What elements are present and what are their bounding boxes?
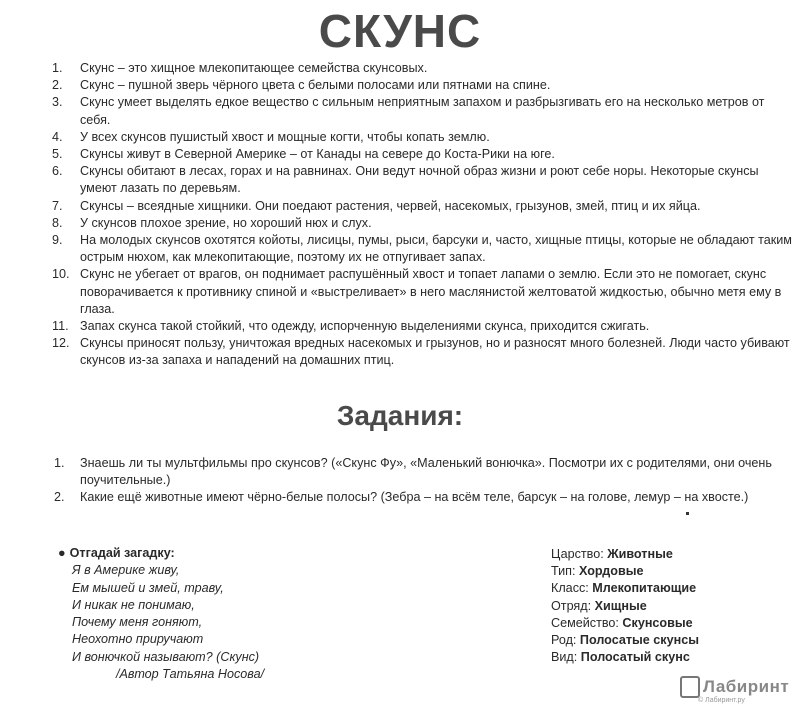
item-text: Скунсы приносят пользу, уничтожая вредных насекомых и грызунов, но и разносят много болезней. Люди часто убивают скунсов из-за запаха и нападений на домашних птиц. — [80, 336, 790, 368]
riddle-line: И никак не понимаю, — [72, 597, 195, 612]
item-text: Скунс умеет выделять едкое вещество с сильным неприятным запахом и разбрызгивать его на несколько метров от себя. — [80, 95, 765, 127]
list-item — [30, 232, 795, 266]
taxonomy-label: Вид: — [551, 650, 578, 665]
list-item — [30, 318, 795, 335]
taxonomy-row — [551, 615, 791, 632]
list-item — [30, 198, 795, 215]
riddle-block — [58, 545, 358, 683]
taxonomy-label: Отряд: — [551, 598, 592, 613]
item-number: 5. — [52, 147, 63, 162]
riddle-line: И вонючкой называют? (Скунс) — [72, 649, 260, 664]
item-text: Какие ещё животные имеют чёрно-белые полосы? (Зебра – на всём теле, барсук – на голове, лемур – на хвосте.) — [80, 490, 749, 505]
list-item — [30, 94, 795, 128]
item-text: Скунс – пушной зверь чёрного цвета с белыми полосами или пятнами на спине. — [80, 78, 551, 93]
taxonomy-row — [551, 580, 791, 597]
taxonomy-value: Полосатые скунсы — [579, 633, 699, 648]
riddle-title-text: Отгадай загадку: — [69, 546, 175, 560]
taxonomy-value: Скунсовые — [622, 615, 693, 630]
taxonomy-block — [551, 546, 791, 666]
taxonomy-value: Полосатый скунс — [580, 650, 690, 665]
riddle-line: Почему меня гоняют, — [72, 615, 203, 630]
taxonomy-value: Животные — [607, 547, 673, 561]
list-item — [30, 146, 795, 163]
item-number: 12. — [52, 336, 70, 351]
item-text: На молодых скунсов охотятся койоты, лисицы, пумы, рыси, барсуки и, часто, хищные птицы, которые не обладают таким острым нюхом, как млекопитающие, поэтому их не отпугивает запах. — [80, 233, 792, 265]
list-item — [30, 163, 795, 197]
item-number: 3. — [52, 95, 63, 110]
list-item — [30, 335, 795, 369]
tasks-list — [30, 455, 795, 507]
item-text: Запах скунса такой стойкий, что одежду, испорченную выделениями скунса, приходится сжигать. — [80, 319, 650, 334]
list-item — [30, 77, 795, 94]
item-number: 2. — [54, 490, 65, 505]
list-item — [30, 266, 795, 318]
watermark-logo — [676, 670, 800, 704]
taxonomy-label: Класс: — [551, 581, 589, 596]
item-number: 2. — [52, 78, 63, 93]
list-item — [30, 129, 795, 146]
item-number: 4. — [52, 129, 63, 144]
item-text: Скунс не убегает от врагов, он поднимает распушённый хвост и топает лапами о землю. Если это не помогает, скунс поворачивается к противнику спиной и «выстреливает» в него маслянистой желтоватой жидкостью, обычно метя ему в глаза. — [80, 267, 782, 316]
list-item — [30, 215, 795, 232]
page-title: СКУНС — [318, 5, 482, 57]
riddle-line: Неохотно приручают — [72, 632, 204, 647]
item-number: 10. — [52, 267, 70, 282]
stray-dot — [686, 512, 689, 515]
taxonomy-row — [551, 649, 791, 666]
item-text: Скунс – это хищное млекопитающее семейства скунсовых. — [80, 61, 428, 75]
riddle-line: Ем мышей и змей, траву, — [72, 580, 224, 595]
item-number: 1. — [52, 61, 63, 75]
list-item — [30, 60, 795, 77]
riddle-line: Я в Америке живу, — [72, 563, 180, 578]
item-text: Скунсы живут в Северной Америке – от Канады на севере до Коста-Рики на юге. — [80, 147, 555, 162]
taxonomy-label: Царство: — [551, 547, 604, 561]
taxonomy-value: Хищные — [594, 598, 647, 613]
taxonomy-row — [551, 598, 791, 615]
item-number: 11. — [52, 319, 69, 334]
taxonomy-row — [551, 546, 791, 563]
item-text: Скунсы – всеядные хищники. Они поедают растения, червей, насекомых, грызунов, змей, птиц и их яйца. — [80, 198, 701, 213]
taxonomy-label: Род: — [551, 633, 577, 648]
riddle-title — [58, 545, 358, 562]
taxonomy-row — [551, 563, 791, 580]
item-number: 9. — [52, 233, 63, 248]
taxonomy-label: Семейство: — [551, 615, 619, 630]
tasks-heading: Задания: — [336, 400, 464, 431]
item-text: Скунсы обитают в лесах, горах и на равнинах. Они ведут ночной образ жизни и роют себе норы. Некоторые скунсы умеют лазать по деревьям. — [80, 164, 759, 196]
taxonomy-value: Хордовые — [579, 564, 644, 579]
item-text: У всех скунсов пушистый хвост и мощные когти, чтобы копать землю. — [80, 129, 490, 144]
taxonomy-label: Тип: — [551, 564, 576, 579]
list-item — [30, 455, 795, 489]
taxonomy-value: Млекопитающие — [592, 581, 697, 596]
facts-list — [30, 60, 795, 370]
logo-subtitle: © Лабиринт.ру — [698, 697, 745, 704]
item-number: 7. — [52, 198, 63, 213]
bullet-icon: ● — [58, 546, 66, 560]
item-number: 1. — [54, 456, 65, 470]
taxonomy-row — [551, 632, 791, 649]
riddle-author: /Автор Татьяна Носова/ — [116, 667, 265, 682]
item-number: 6. — [52, 164, 63, 179]
item-text: У скунсов плохое зрение, но хороший нюх и слух. — [80, 215, 372, 230]
item-number: 8. — [52, 215, 63, 230]
list-item — [30, 489, 795, 506]
labyrinth-icon — [680, 676, 700, 698]
item-text: Знаешь ли ты мультфильмы про скунсов? («Скунс Фу», «Маленький вонючка». Посмотри их с родителями, они очень поучительные.) — [80, 456, 772, 488]
logo-name: Лабиринт — [703, 677, 790, 696]
